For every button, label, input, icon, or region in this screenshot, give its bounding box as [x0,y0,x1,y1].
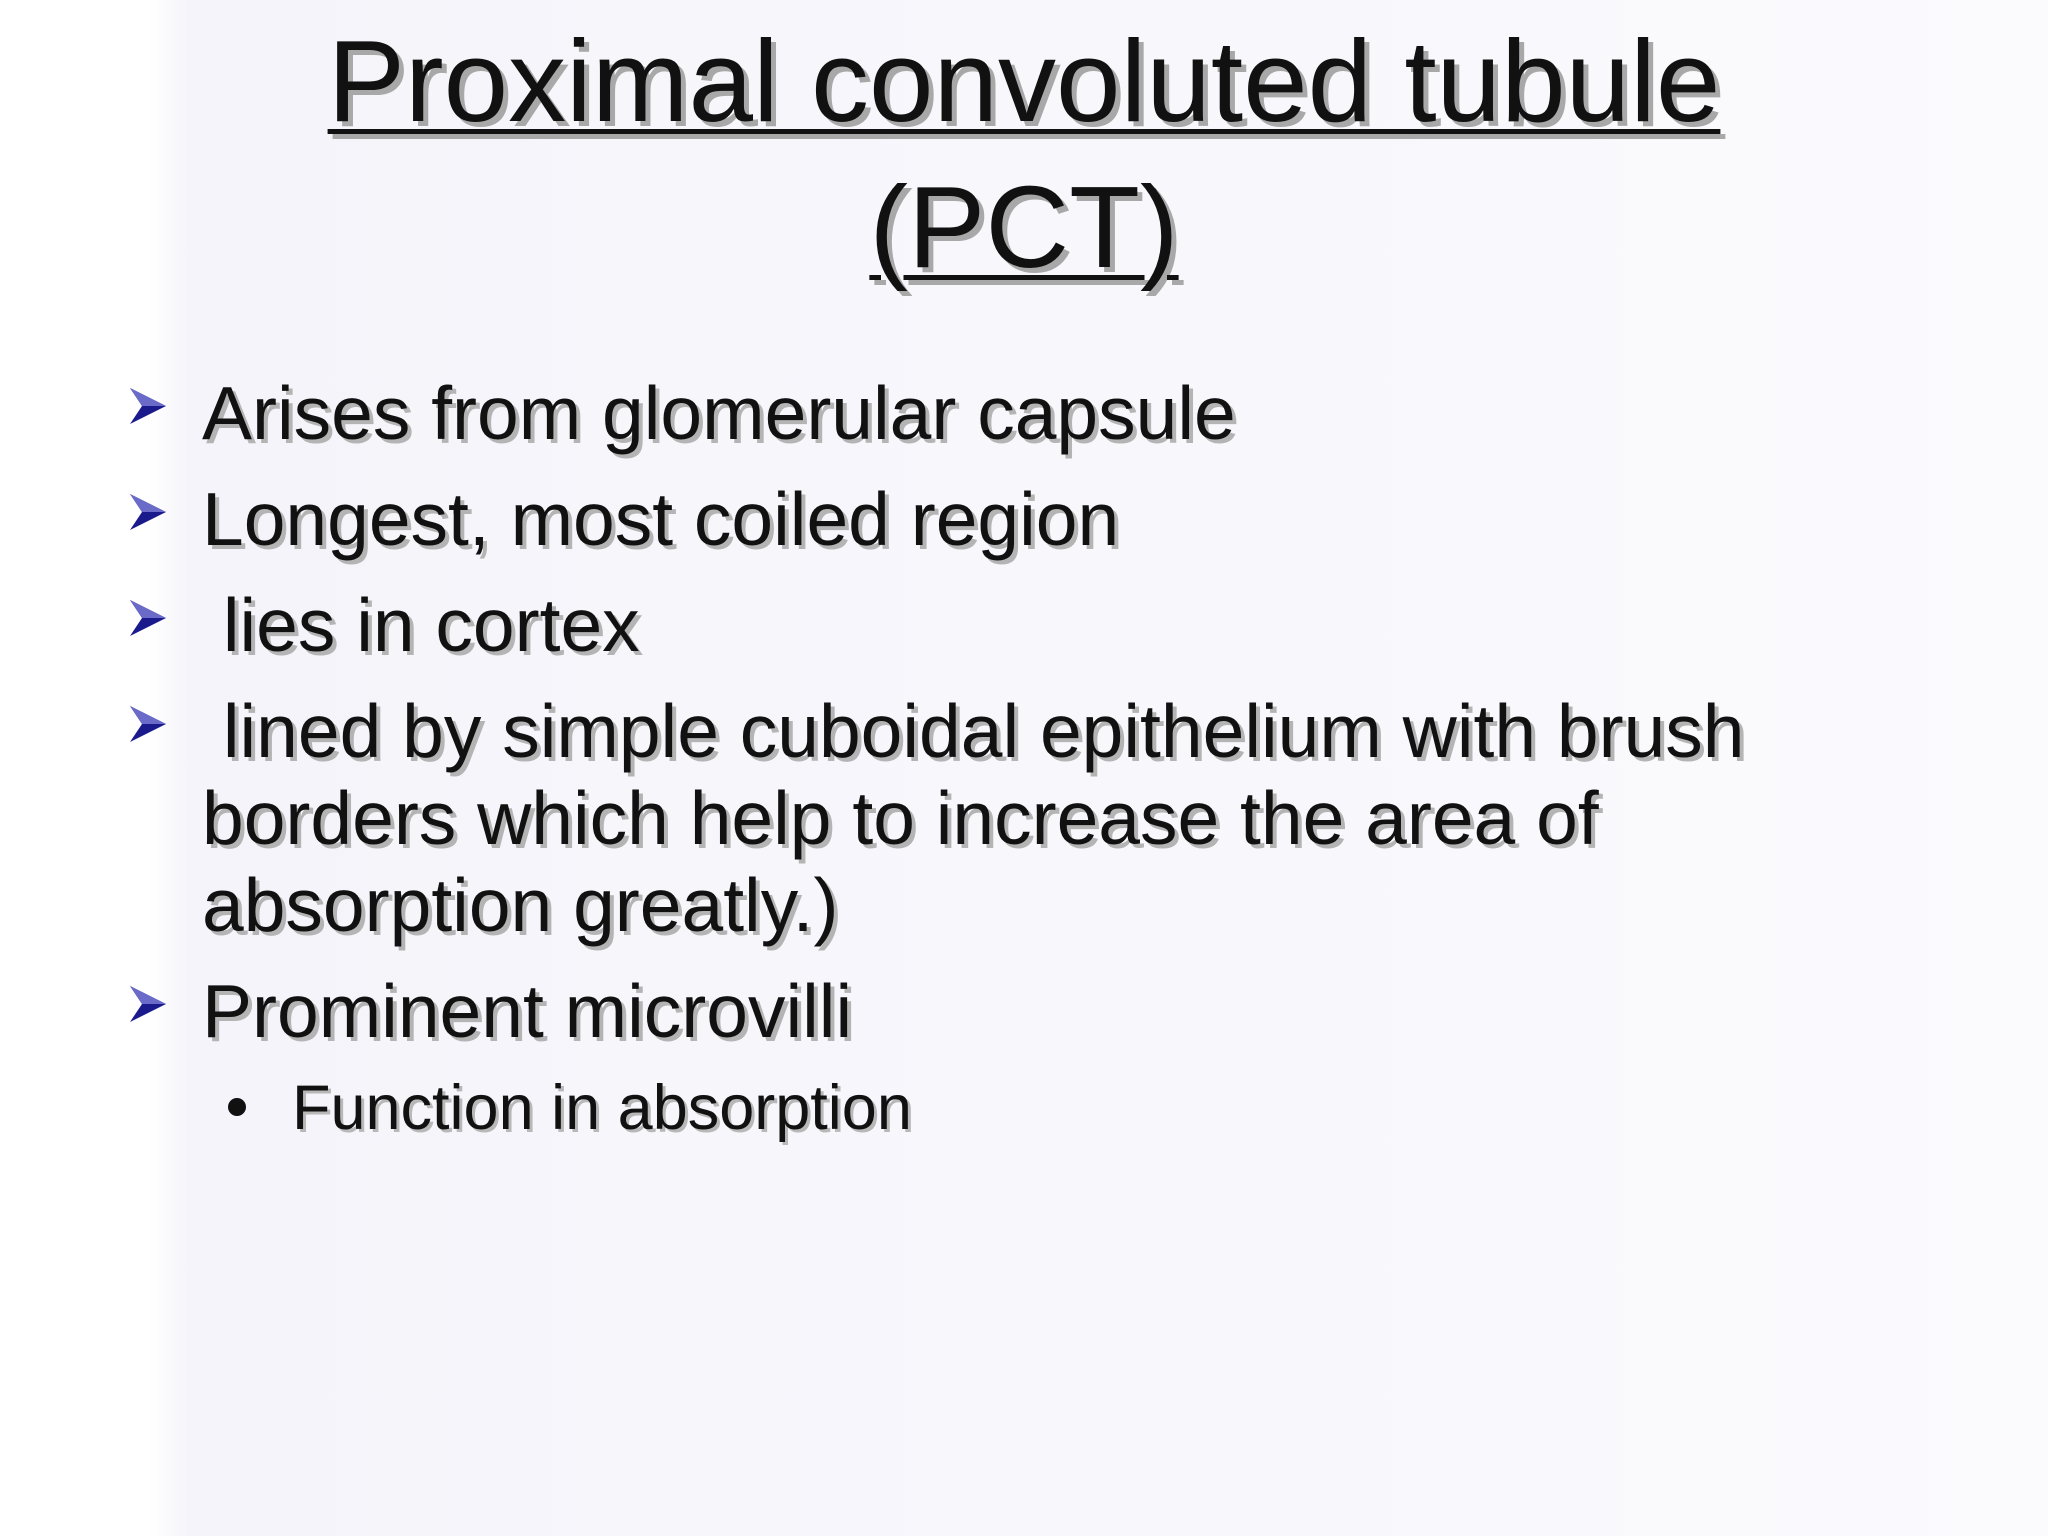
arrowhead-bullet-icon [128,984,168,1024]
arrowhead-bullet-icon [128,492,168,532]
bullet-item [120,476,1940,563]
bullet-item [120,582,1940,669]
bullet-text: Prominent microvilli [202,969,853,1053]
bullet-item [120,968,1940,1055]
sub-bullet-item [120,1068,1940,1148]
title-line-1: Proximal convoluted tubule [327,16,1721,146]
title-line-2: (PCT) [869,162,1179,292]
bullet-item [120,688,1940,949]
sub-bullet-text: Function in absorption [292,1073,912,1143]
round-bullet-icon [228,1098,246,1116]
bullet-text: lined by simple cuboidal epithelium with brush borders which help to increase the area of absorption greatly.) [202,689,1766,947]
bullet-text: lies in cortex [202,583,640,667]
arrowhead-bullet-icon [128,386,168,426]
arrowhead-bullet-icon [128,704,168,744]
bullet-text: Arises from glomerular capsule [202,371,1236,455]
bullet-list [120,370,1940,1148]
arrowhead-bullet-icon [128,598,168,638]
slide-title [0,8,2048,300]
bullet-text: Longest, most coiled region [202,477,1120,561]
bullet-item [120,370,1940,457]
